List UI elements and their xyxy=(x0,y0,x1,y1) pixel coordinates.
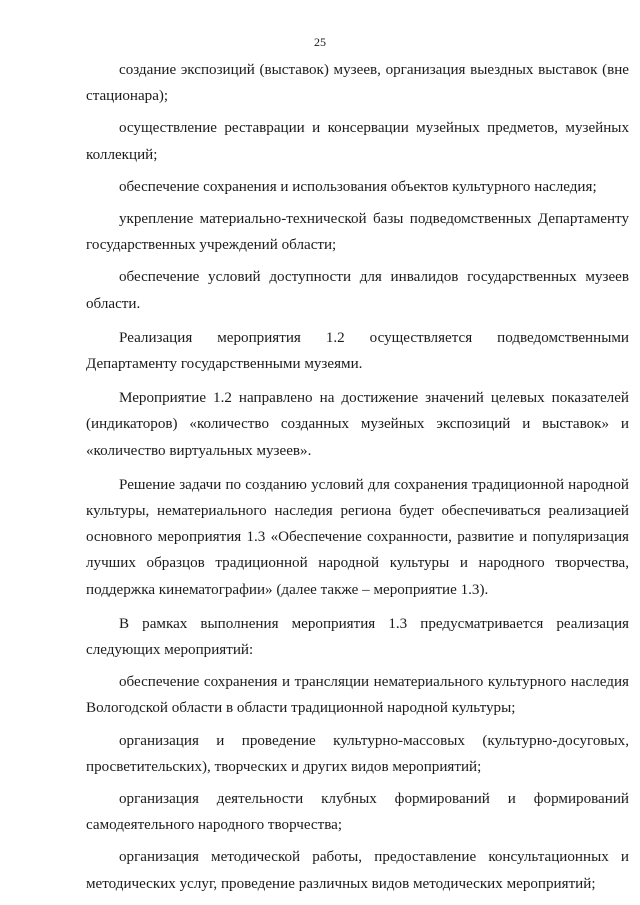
paragraph: Мероприятие 1.2 направлено на достижение значений целевых показателей (индикаторов) «количество созданных музейных экспозиций и выставок» и «количество виртуальных музеев». xyxy=(86,390,629,459)
paragraph: обеспечение условий доступности для инвалидов государственных музеев области. xyxy=(86,269,629,312)
paragraph: укрепление материально-технической базы подведомственных Департаменту государственных учреждений области; xyxy=(86,211,629,254)
document-body xyxy=(86,57,629,897)
page-number: 25 xyxy=(314,35,326,49)
paragraph: осуществление реставрации и консервации музейных предметов, музейных коллекций; xyxy=(86,120,629,163)
paragraph: обеспечение сохранения и использования объектов культурного наследия; xyxy=(119,178,597,195)
paragraph: В рамках выполнения мероприятия 1.3 предусматривается реализация следующих мероприятий: xyxy=(86,615,629,659)
paragraph: организация методической работы, предоставление консультационных и методических услуг, проведение различных видов методических мероприятий; xyxy=(86,849,629,892)
paragraph: обеспечение сохранения и трансляции нематериального культурного наследия Вологодской области в области традиционной народной культуры; xyxy=(86,674,629,717)
paragraph: организация и проведение культурно-массовых (культурно-досуговых, просветительских), творческих и других видов мероприятий; xyxy=(86,732,629,775)
paragraph: организация деятельности клубных формирований и формирований самодеятельного народного творчества; xyxy=(86,791,629,834)
paragraph: создание экспозиций (выставок) музеев, организация выездных выставок (вне стационара); xyxy=(86,62,629,105)
paragraph: Реализация мероприятия 1.2 осуществляется подведомственными Департаменту государственными музеями. xyxy=(86,329,629,373)
paragraph: Решение задачи по созданию условий для сохранения традиционной народной культуры, нематериального наследия региона будет обеспечиваться реализацией основного мероприятия 1.3 «Обеспечение сохранности, развитие и популяризация лучших образцов традиционной народной культуры и народного творчества, поддержка кинематографии» (далее также – мероприятие 1.3). xyxy=(86,476,629,598)
